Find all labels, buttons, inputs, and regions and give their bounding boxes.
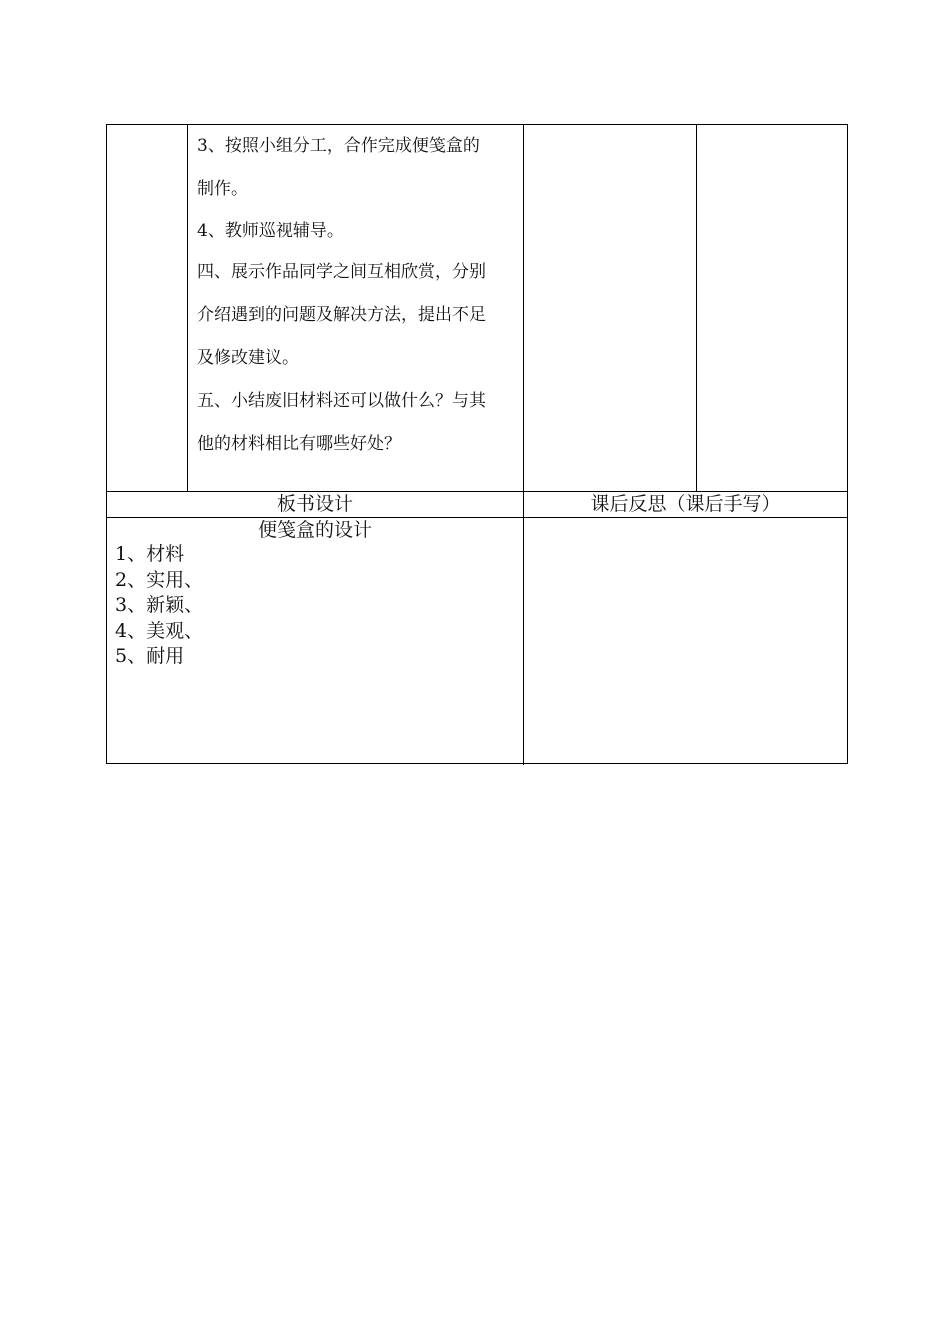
reflection-header: 课后反思（课后手写） bbox=[590, 493, 781, 515]
process-line: 3、按照小组分工，合作完成便笺盒的 bbox=[197, 136, 480, 156]
process-line: 4、教师巡视辅导。 bbox=[197, 221, 344, 241]
board-list bbox=[115, 542, 203, 670]
list-item: 5、耐用 bbox=[115, 645, 185, 667]
list-item: 4、美观、 bbox=[115, 619, 204, 642]
reflection-area bbox=[524, 518, 847, 763]
list-item: 2、实用、 bbox=[115, 568, 204, 591]
list-item: 1、材料 bbox=[115, 543, 185, 565]
teaching-process-text bbox=[197, 125, 527, 466]
col-divider-1 bbox=[187, 125, 188, 491]
process-line: 五、小结废旧材料还可以做什么？与其 bbox=[197, 391, 486, 411]
list-item: 3、新颖、 bbox=[115, 594, 204, 616]
board-design-header: 板书设计 bbox=[276, 493, 353, 515]
col-divider-3 bbox=[696, 125, 697, 491]
process-line: 制作。 bbox=[197, 179, 248, 199]
process-line: 四、展示作品同学之间互相欣赏，分别 bbox=[197, 262, 486, 282]
board-title: 便笺盒的设计 bbox=[257, 519, 372, 541]
lesson-plan-table bbox=[106, 124, 848, 764]
process-line: 介绍遇到的问题及解决方法，提出不足 bbox=[197, 305, 486, 325]
process-line: 他的材料相比有哪些好处？ bbox=[197, 434, 401, 454]
process-line: 及修改建议。 bbox=[197, 348, 299, 368]
